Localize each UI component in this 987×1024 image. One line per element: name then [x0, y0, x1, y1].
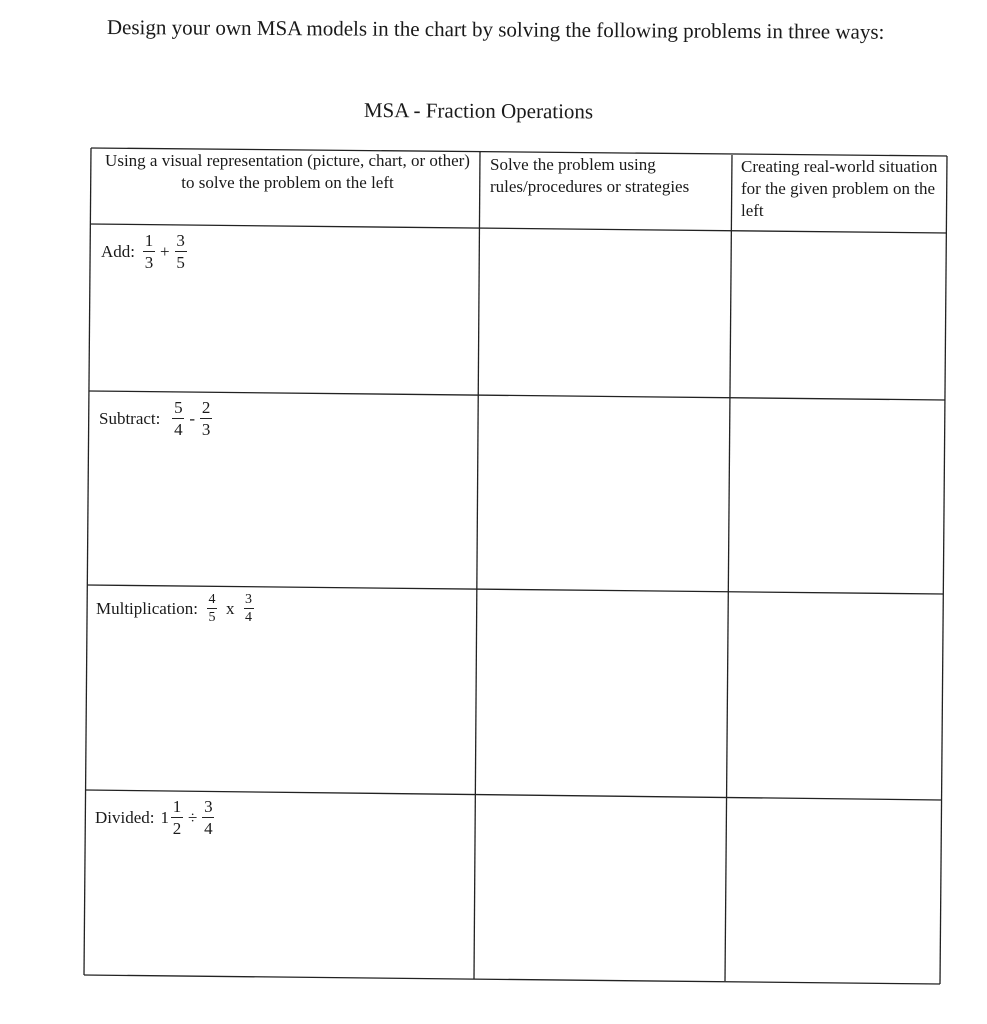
divide-fraction-b: $\frac{3}{4}$: [204, 797, 213, 838]
divide-whole-number: 1: [160, 807, 169, 827]
problem-add: [101, 231, 189, 272]
instructions-text: Design your own MSA models in the chart by solving the following problems in three ways:: [106, 14, 885, 44]
header-real-world-situation: Creating real-world situation for the given problem on the left: [741, 157, 938, 220]
add-fraction-b: $\frac{3}{5}$: [176, 231, 185, 272]
subtract-fraction-a: $\frac{5}{4}$: [174, 398, 183, 439]
subtract-operator: -: [189, 408, 196, 428]
multiplication-fraction-a: $\frac{4}{5}$: [208, 592, 216, 625]
divide-operator: ÷: [188, 807, 198, 827]
subtract-fraction-b: $\frac{2}{3}$: [201, 398, 211, 439]
add-fraction-a: $\frac{1}{3}$: [144, 231, 154, 272]
subtract-label: Subtract:: [99, 408, 161, 428]
header-rules-procedures: Solve the problem using rules/procedures or strategies: [490, 155, 690, 196]
problem-subtract: [99, 398, 214, 439]
divide-fraction-a: $\frac{1}{2}$: [172, 797, 182, 838]
divide-label: Divided:: [95, 807, 155, 827]
multiplication-operator: x: [226, 598, 235, 618]
add-operator: +: [160, 241, 170, 261]
header-visual-representation: Using a visual representation (picture, chart, or other) to solve the problem on the left: [105, 151, 470, 192]
multiplication-label: Multiplication:: [96, 598, 198, 618]
problem-multiplication: [96, 592, 257, 625]
problem-divide: [95, 797, 216, 838]
add-label: Add:: [101, 241, 135, 261]
multiplication-fraction-b: $\frac{3}{4}$: [245, 592, 252, 625]
page-title: MSA - Fraction Operations: [363, 97, 594, 124]
